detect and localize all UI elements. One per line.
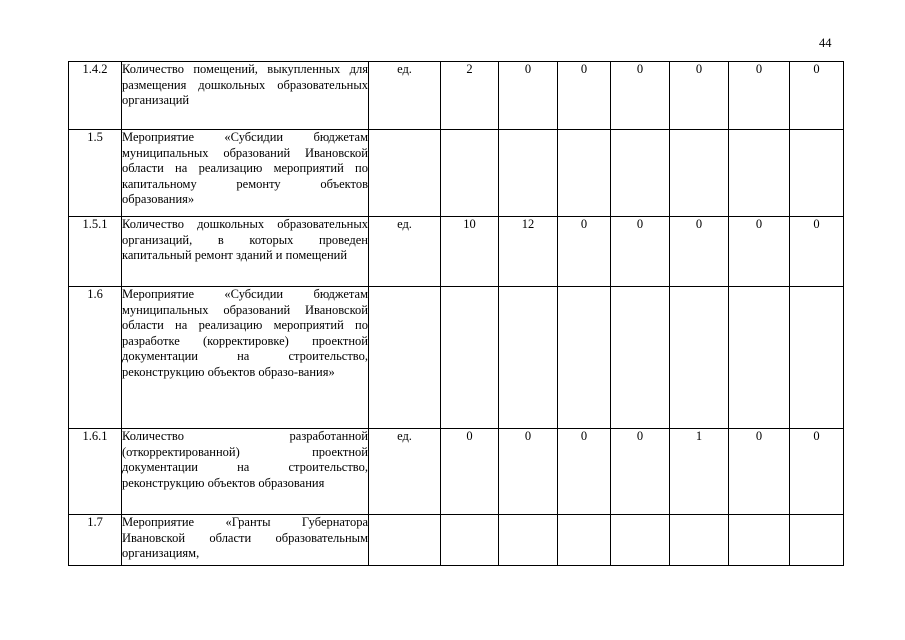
row-value [499, 287, 558, 429]
indicators-table [68, 61, 844, 566]
row-value [670, 130, 729, 217]
table-body [69, 62, 844, 566]
row-number: 1.4.2 [69, 62, 122, 130]
row-value [790, 287, 844, 429]
table-row [69, 429, 844, 515]
row-value [441, 515, 499, 566]
row-value: 0 [558, 62, 611, 130]
row-description: Количество помещений, выкупленных для размещения дошкольных образовательных организаций [122, 62, 369, 130]
row-description: Мероприятие «Субсидии бюджетам муниципальных образований Ивановской области на реализацию мероприятий по разработке (корректировке) проектной документации на строительство, реконструкцию объектов образо-вания» [122, 287, 369, 429]
row-value [499, 130, 558, 217]
row-value [790, 515, 844, 566]
row-value: 0 [499, 429, 558, 515]
row-description: Количество дошкольных образовательных организаций, в которых проведен капитальный ремонт зданий и помещений [122, 217, 369, 287]
row-value: 0 [670, 62, 729, 130]
row-unit: ед. [369, 217, 441, 287]
row-value: 10 [441, 217, 499, 287]
row-value [790, 130, 844, 217]
row-value [729, 130, 790, 217]
row-value [611, 130, 670, 217]
row-value: 0 [558, 429, 611, 515]
row-value [729, 515, 790, 566]
row-value [611, 287, 670, 429]
row-value: 0 [611, 62, 670, 130]
row-value: 0 [611, 429, 670, 515]
row-value [558, 515, 611, 566]
row-value [670, 515, 729, 566]
row-unit [369, 287, 441, 429]
row-value [558, 287, 611, 429]
table-row [69, 217, 844, 287]
row-value: 1 [670, 429, 729, 515]
row-number: 1.6.1 [69, 429, 122, 515]
row-unit: ед. [369, 429, 441, 515]
row-unit [369, 515, 441, 566]
row-number: 1.5.1 [69, 217, 122, 287]
row-value [729, 287, 790, 429]
row-unit: ед. [369, 62, 441, 130]
row-value: 0 [729, 217, 790, 287]
row-value [441, 287, 499, 429]
row-value: 0 [558, 217, 611, 287]
row-value: 2 [441, 62, 499, 130]
table-row [69, 130, 844, 217]
row-value: 0 [611, 217, 670, 287]
row-value: 0 [790, 429, 844, 515]
row-value [611, 515, 670, 566]
row-value: 0 [790, 217, 844, 287]
row-value [499, 515, 558, 566]
table-row [69, 287, 844, 429]
row-description: Мероприятие «Субсидии бюджетам муниципальных образований Ивановской области на реализацию мероприятий по капитальному ремонту объектов образования» [122, 130, 369, 217]
row-description: Количество разработанной (откорректированной) проектной документации на строительство, реконструкцию объектов образования [122, 429, 369, 515]
row-value: 12 [499, 217, 558, 287]
row-unit [369, 130, 441, 217]
page-number: 44 [819, 36, 832, 50]
row-number: 1.5 [69, 130, 122, 217]
row-number: 1.7 [69, 515, 122, 566]
row-value: 0 [729, 62, 790, 130]
row-description: Мероприятие «Гранты Губернатора Ивановской области образовательным организациям, [122, 515, 369, 566]
row-value: 0 [441, 429, 499, 515]
table-row [69, 515, 844, 566]
row-value: 0 [670, 217, 729, 287]
row-value [558, 130, 611, 217]
row-value [670, 287, 729, 429]
row-value: 0 [499, 62, 558, 130]
row-value: 0 [729, 429, 790, 515]
row-value [441, 130, 499, 217]
row-value: 0 [790, 62, 844, 130]
row-number: 1.6 [69, 287, 122, 429]
table-row [69, 62, 844, 130]
